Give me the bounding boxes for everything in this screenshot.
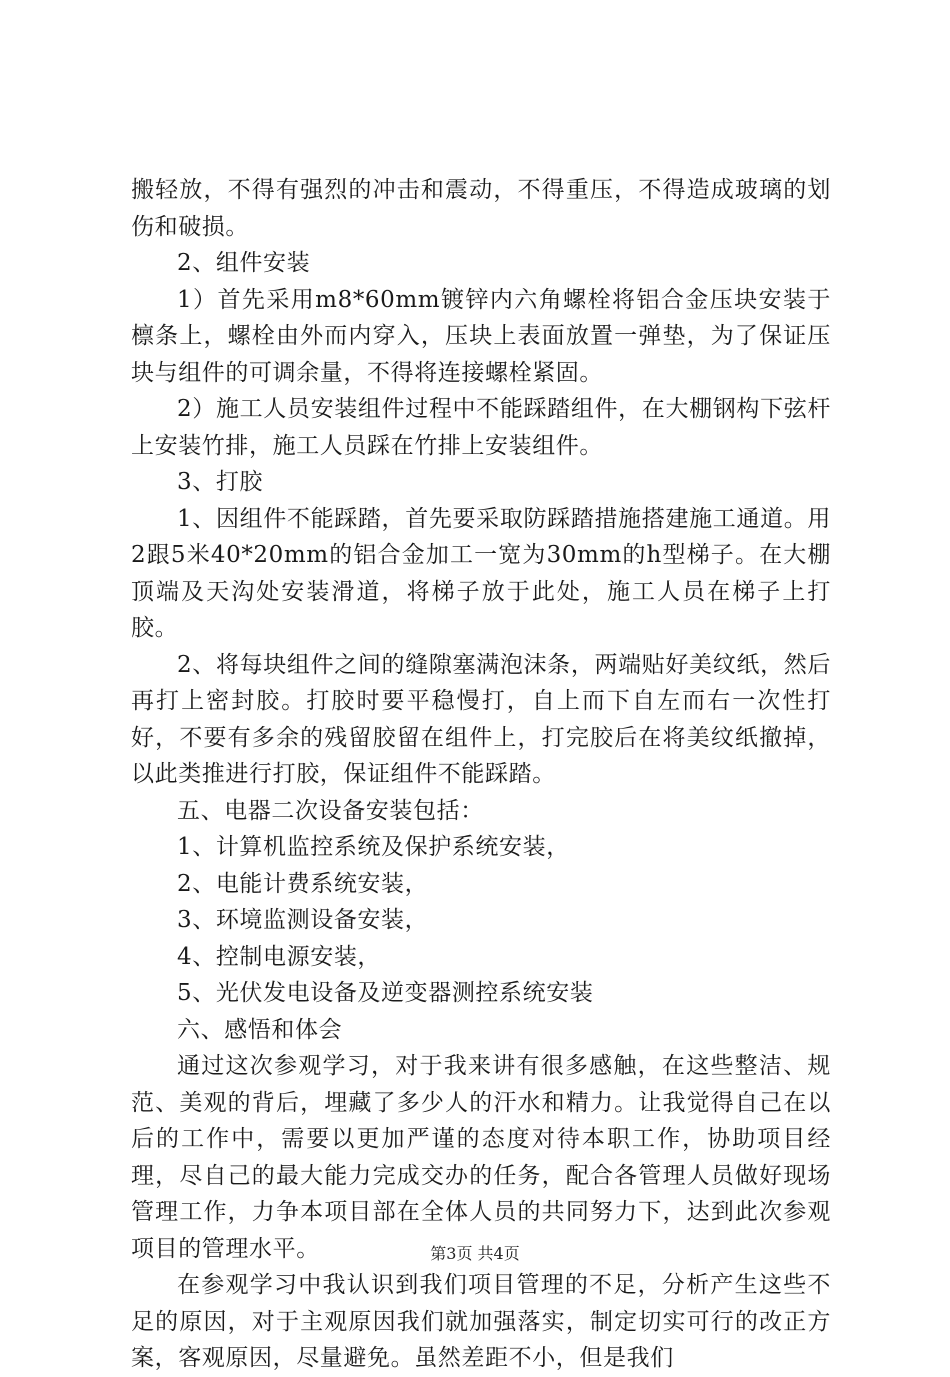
list-item-power-control: 4、控制电源安装， <box>177 943 382 970</box>
paragraph-bolt-install: 1）首先采用m8*60mm镀锌内六角螺栓将铝合金压块安装于檩条上，螺栓由外而内穿入，压块上表面放置一弹垫，为了保证压块与组件的可调余量，不得将连接螺栓紧固。 <box>131 286 831 386</box>
document-body <box>131 172 831 1377</box>
paragraph-sealing-process: 2、将每块组件之间的缝隙塞满泡沫条，两端贴好美纹纸，然后再打上密封胶。打胶时要平稳慢打，自上而下自左而右一次性打好，不要有多余的残留胶留在组件上，打完胶后在将美纹纸撤掉，以此类推进行打胶，保证组件不能踩踏。 <box>131 651 831 787</box>
heading-sealant: 3、打胶 <box>177 469 264 495</box>
paragraph-handling: 搬轻放，不得有强烈的冲击和震动，不得重压，不得造成玻璃的划伤和破损。 <box>131 177 831 240</box>
page-number-footer: 第3页 共4页 <box>430 1244 520 1263</box>
paragraph-walkway: 1、因组件不能踩踏，首先要采取防踩踏措施搭建施工通道。用2跟5米40*20mm的铝合金加工一宽为30mm的h型梯子。在大棚顶端及天沟处安装滑道，将梯子放于此处，施工人员在梯子上打胶。 <box>131 505 831 641</box>
list-item-pv-inverter: 5、光伏发电设备及逆变器测控系统安装 <box>177 980 594 1006</box>
list-item-environment: 3、环境监测设备安装， <box>177 907 429 933</box>
paragraph-bamboo-platform: 2）施工人员安装组件过程中不能踩踏组件，在大棚钢构下弦杆上安装竹排，施工人员踩在竹排上安装组件。 <box>131 396 831 459</box>
list-item-billing: 2、电能计费系统安装， <box>177 870 429 897</box>
paragraph-reflection-2: 在参观学习中我认识到我们项目管理的不足，分析产生这些不足的原因，对于主观原因我们就加强落实，制定切实可行的改正方案，客观原因，尽量避免。虽然差距不小，但是我们 <box>131 1272 831 1371</box>
list-item-monitoring: 1、计算机监控系统及保护系统安装， <box>177 834 570 860</box>
heading-module-install: 2、组件安装 <box>177 250 311 276</box>
paragraph-reflection-1: 通过这次参观学习，对于我来讲有很多感触，在这些整洁、规范、美观的背后，埋藏了多少人的汗水和精力。让我觉得自己在以后的工作中，需要以更加严谨的态度对待本职工作，协助项目经理，尽自己的最大能力完成交办的任务，配合各管理人员做好现场管理工作，力争本项目部在全体人员的共同努力下，达到此次参观项目的管理水平。 <box>131 1053 831 1262</box>
heading-reflections: 六、感悟和体会 <box>177 1016 343 1043</box>
heading-electrical-equipment: 五、电器二次设备安装包括： <box>177 797 484 824</box>
